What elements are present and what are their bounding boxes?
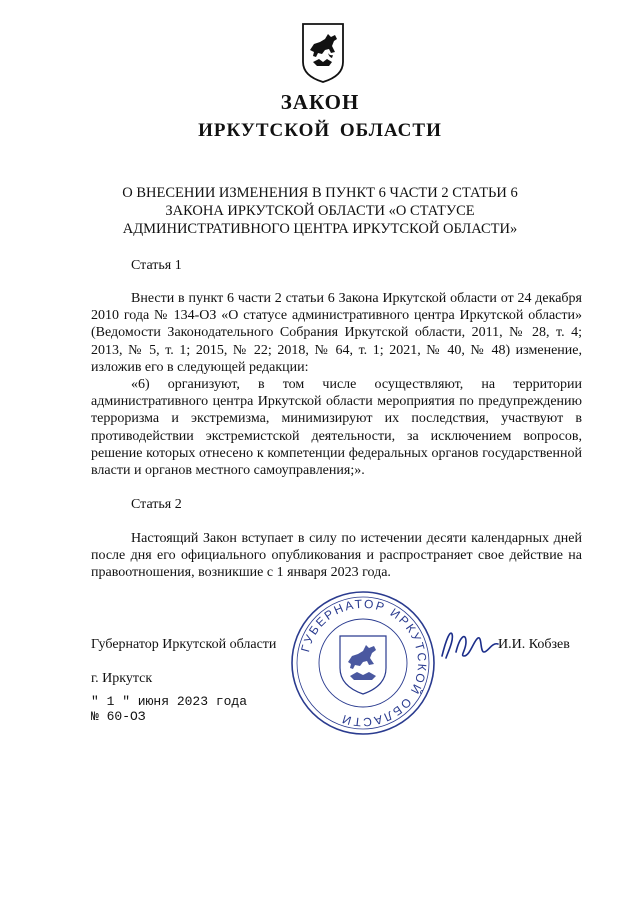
governor-name: И.И. Кобзев: [498, 637, 570, 652]
law-number: № 60-ОЗ: [91, 709, 146, 724]
article1-heading: Статья 1: [131, 258, 182, 273]
subject-line: ЗАКОНА ИРКУТСКОЙ ОБЛАСТИ «О СТАТУСЕ: [165, 203, 475, 219]
article1-body: [91, 290, 582, 479]
article2-paragraph: Настоящий Закон вступает в силу по истечении десяти календарных дней после дня его официального опубликования и распространяет свое действие на правоотношения, возникшие с 1 января 2023 года.: [91, 531, 582, 581]
subject-line: О ВНЕСЕНИИ ИЗМЕНЕНИЯ В ПУНКТ 6 ЧАСТИ 2 СТАТЬИ 6: [122, 185, 518, 201]
governor-position: Губернатор Иркутской области: [91, 637, 277, 652]
law-subject: [60, 184, 580, 238]
handwritten-signature-icon: [436, 622, 506, 668]
subject-line: АДМИНИСТРАТИВНОГО ЦЕНТРА ИРКУТСКОЙ ОБЛАСТИ»: [122, 221, 518, 237]
seal-text: ГУБЕРНАТОР ИРКУТСКОЙ ОБЛАСТИ: [298, 596, 430, 730]
official-seal-icon: [288, 588, 438, 738]
city: г. Иркутск: [91, 671, 153, 686]
signing-date: " 1 " июня 2023 года: [91, 694, 248, 709]
law-region-title: ИРКУТСКОЙ ОБЛАСТИ: [198, 120, 442, 141]
svg-text:ГУБЕРНАТОР ИРКУТСКОЙ ОБЛАСТИ: [298, 597, 429, 729]
article2-body: [91, 530, 582, 582]
coat-of-arms-icon: [301, 22, 345, 84]
article1-paragraph: Внести в пункт 6 части 2 статьи 6 Закона Иркутской области от 24 декабря 2010 года № 134-ОЗ «О статусе административного центра Иркутской области» (Ведомости Законодательного Собрания Иркутской области, 2011, № 28, т. 4; 2013, № 5, т. 1; 2015, № 22; 2018, № 64, т. 1; 2021, № 40, № 48) изменение, изложив его в следующей редакции:: [91, 291, 582, 375]
law-title: ЗАКОН: [280, 90, 360, 114]
article2-heading: Статья 2: [131, 497, 182, 512]
article1-quote: «6) организуют, в том числе осуществляют, на территории административного центра Иркутской области мероприятия по предупреждению терроризма и экстремизма, минимизируют их последствия, участвуют в противодействии экстремистской деятельности, за исключением вопросов, решение которых отнесено к компетенции федеральных органов государственной власти и органов местного самоуправления;».: [91, 377, 582, 479]
